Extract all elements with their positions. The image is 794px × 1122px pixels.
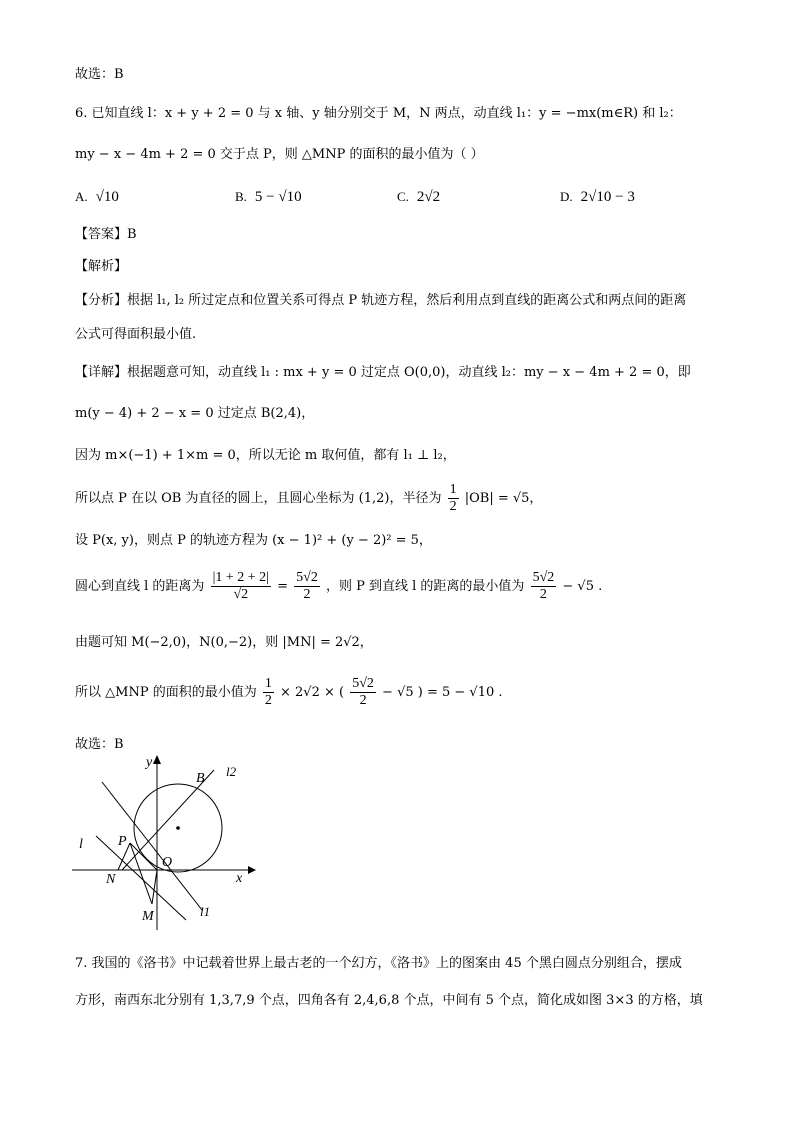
detail-line8-mid: × 2√2 × ( (279, 685, 345, 700)
fraction-den: √2 (233, 587, 249, 602)
detail-line8-tail: − √5 ) = 5 − √10 . (382, 685, 503, 700)
question-7-line1: 7. 我国的《洛书》中记载着世界上最古老的一个幻方，《洛书》上的图案由 45 个黑白圆点分别组合，摆成 (75, 956, 682, 971)
fraction-r3 (350, 676, 376, 709)
detail-line4-text: 所以点 P 在以 OB 为直径的圆上，且圆心坐标为 (1,2)，半径为 (75, 491, 442, 506)
fraction-den: 2 (359, 693, 367, 708)
option-b (235, 188, 302, 207)
detail-line4 (75, 482, 542, 516)
question-7-line2: 方形，南西东北分别有 1,3,7,9 个点，四角各有 2,4,6,8 个点，中间有 5 个点，简化成如图 3×3 的方格，填 (75, 993, 703, 1008)
option-a-value: √10 (95, 189, 119, 205)
option-d (560, 188, 635, 207)
line-l1 (102, 782, 202, 910)
label-b: B (196, 771, 205, 786)
segment-om (152, 870, 157, 904)
label-m: M (142, 909, 154, 924)
option-c-value: 2√2 (416, 189, 441, 205)
detail-line6-mid: ，则 P 到直线 l 的距离的最小值为 (326, 579, 525, 594)
analysis-line2: 公式可得面积最小值. (75, 327, 197, 342)
fraction-r1 (294, 570, 320, 603)
fraction-half (448, 482, 459, 515)
detail-line1: 【详解】根据题意可知，动直线 l₁ : mx + y = 0 过定点 O(0,0)，动直线 l₂：my − x − 4m + 2 = 0，即 (75, 365, 691, 380)
analysis-heading: 【解析】 (75, 259, 128, 274)
fraction-den: 2 (539, 587, 547, 602)
fraction-num: 5√2 (352, 676, 374, 691)
circle-center (176, 826, 180, 830)
detail-line5: 设 P(x, y)，则点 P 的轨迹方程为 (x − 1)² + (y − 2)² = 5， (75, 533, 432, 548)
question-6-stem-line2: my − x − 4m + 2 = 0 交于点 P，则 △MNP 的面积的最小值为（ ） (75, 147, 484, 162)
option-a (75, 188, 119, 207)
answer-line: 【答案】B (75, 227, 137, 242)
option-c-label: C. (397, 189, 409, 204)
solution-end-prev: 故选：B (75, 67, 124, 82)
detail-line2: m(y − 4) + 2 − x = 0 过定点 B(2,4)， (75, 406, 315, 421)
fraction-num: 5√2 (532, 570, 555, 585)
detail-line6-tail: − √5 . (562, 579, 603, 594)
fraction-half-2 (263, 676, 274, 709)
fraction-num: 5√2 (296, 570, 318, 585)
label-l1: l1 (200, 904, 211, 919)
option-b-value: 5 − √10 (254, 189, 302, 205)
option-a-label: A. (75, 189, 88, 204)
fraction-num: 1 (449, 482, 457, 497)
analysis-line1: 【分析】根据 l₁, l₂ 所过定点和位置关系可得点 P 轨迹方程，然后利用点到直线的距离公式和两点间的距离 (75, 293, 687, 308)
detail-line6-text: 圆心到直线 l 的距离为 (75, 579, 205, 594)
option-c (397, 188, 440, 207)
label-l2: l2 (226, 764, 237, 779)
label-x: x (236, 871, 243, 886)
label-o: O (162, 855, 173, 870)
fraction-den: 2 (449, 499, 457, 514)
label-p: P (118, 834, 127, 849)
x-axis-arrow (248, 866, 256, 874)
option-b-label: B. (235, 189, 247, 204)
detail-line3: 因为 m×(−1) + 1×m = 0，所以无论 m 取何值，都有 l₁ ⊥ l₂， (75, 448, 456, 463)
fraction-den: 2 (303, 587, 311, 602)
geometry-figure (66, 752, 266, 932)
detail-line7: 由题可知 M(−2,0)，N(0,−2)，则 |MN| = 2√2， (75, 635, 373, 650)
question-6-stem-line1: 6. 已知直线 l：x + y + 2 = 0 与 x 轴、y 轴分别交于 M，N 两点，动直线 l₁：y = −mx(m∈R) 和 l₂： (75, 106, 682, 121)
detail-line8 (75, 676, 503, 710)
label-l: l (79, 837, 83, 852)
option-d-value: 2√10 − 3 (580, 189, 635, 205)
fraction-num: 1 (264, 676, 272, 691)
label-y: y (146, 755, 153, 770)
detail-line8-text: 所以 △MNP 的面积的最小值为 (75, 685, 257, 700)
fraction-distance (211, 570, 271, 603)
y-axis-arrow (153, 755, 161, 764)
fraction-den: 2 (264, 693, 272, 708)
label-n: N (106, 872, 116, 887)
detail-line4-tail: |OB| = √5， (464, 491, 543, 506)
solution-end: 故选：B (75, 737, 124, 752)
option-d-label: D. (560, 189, 573, 204)
fraction-r2 (531, 570, 557, 603)
detail-line6 (75, 570, 602, 604)
equals-sign: = (277, 579, 289, 594)
fraction-num: |1 + 2 + 2| (212, 570, 269, 585)
